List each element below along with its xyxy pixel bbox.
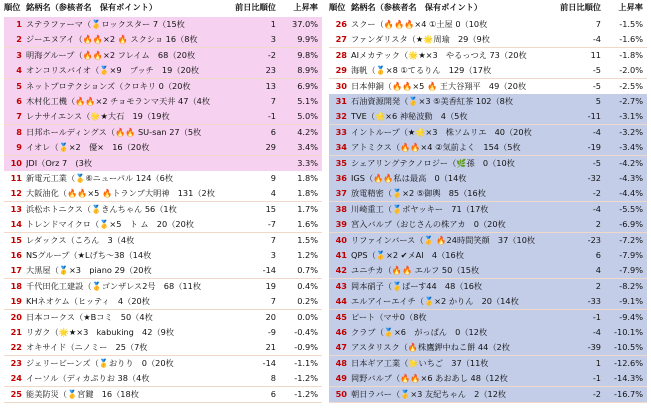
rise-rate-cell: -16.7% <box>614 388 643 399</box>
header-name: 銘柄名（参核者名 保有ポイント） <box>26 2 158 12</box>
table-row <box>4 32 322 47</box>
table-row <box>329 248 647 263</box>
table-row <box>329 217 647 232</box>
rank-cell: 38 <box>335 203 347 214</box>
rank-change-cell: 29 <box>265 142 276 153</box>
stock-name-cell: 千代田化工建設（🥇ゴンザレス2号 68（11枚 <box>26 280 202 291</box>
table-row <box>4 94 322 109</box>
rank-change-cell: -33 <box>587 296 601 307</box>
rise-rate-cell: -3.4% <box>619 142 643 153</box>
rank-change-cell: 1 <box>270 19 276 29</box>
header-rank: 順位 <box>4 2 21 12</box>
stock-name-cell: AIメカテック（🌟★×3 やるっつえ 73（20枚 <box>351 49 527 60</box>
table-row <box>329 17 647 32</box>
stock-name-cell: イオレ（🥇×2 優× 16（20枚 <box>26 142 150 153</box>
stock-name-cell: 宮入バルブ（おじさんの株アカ 0（20枚 <box>351 219 506 230</box>
table-row <box>4 310 322 325</box>
rank-cell: 20 <box>10 311 22 322</box>
rise-rate-cell: -14.3% <box>614 373 643 384</box>
rank-change-cell: 11 <box>590 49 601 60</box>
table-row <box>329 63 647 78</box>
rise-rate-cell: -6.9% <box>619 219 643 230</box>
rise-rate-cell: 37.0% <box>291 19 318 29</box>
rise-rate-cell: -4.3% <box>619 173 643 183</box>
rank-cell: 34 <box>335 142 347 153</box>
rank-change-cell: -4 <box>592 203 601 214</box>
table-row <box>329 109 647 124</box>
rank-cell: 50 <box>335 388 347 399</box>
stock-name-cell: 大阪油化（🔥🔥×5 🔥トランプ大明神 131（2枚 <box>26 188 215 199</box>
table-row <box>4 79 322 94</box>
stock-name-cell: 浜松ホトニクス（🥇きんちゃん 56（1枚 <box>26 203 177 214</box>
table-row <box>4 140 322 155</box>
stock-name-cell: ネットプロテクションズ（クロキリ 0（20枚 <box>26 80 191 91</box>
rank-cell: 30 <box>335 80 347 91</box>
rank-change-cell: -2 <box>592 188 601 199</box>
table-row <box>329 371 647 386</box>
rank-cell: 16 <box>10 250 22 260</box>
rise-rate-cell: -7.9% <box>619 265 643 276</box>
rank-cell: 33 <box>335 126 347 137</box>
rank-change-cell: 3 <box>270 34 276 45</box>
rank-cell: 37 <box>335 188 347 199</box>
header-rank: 順位 <box>329 2 346 12</box>
rank-change-cell: -4 <box>592 34 601 45</box>
rise-rate-cell: -4.4% <box>619 188 643 199</box>
rank-change-cell: 8 <box>270 373 276 384</box>
rise-rate-cell: 0.2% <box>297 296 318 307</box>
rise-rate-cell: -7.9% <box>619 250 643 260</box>
rank-cell: 47 <box>335 342 347 353</box>
table-row <box>4 109 322 124</box>
table-row <box>329 79 647 94</box>
table-row <box>4 371 322 386</box>
rank-change-cell: 15 <box>265 203 276 214</box>
rank-cell: 18 <box>10 280 22 291</box>
rank-cell: 7 <box>16 111 22 122</box>
rank-cell: 46 <box>335 327 347 337</box>
rank-cell: 27 <box>335 34 347 45</box>
stock-name-cell: 日本伸銅（🔥🔥×5 🔥 王大谷翔平 49（20枚 <box>351 80 527 91</box>
table-row <box>4 248 322 263</box>
rank-cell: 41 <box>335 250 347 260</box>
rank-cell: 31 <box>335 96 347 106</box>
rank-change-cell: -1 <box>592 311 601 322</box>
table-row <box>4 340 322 355</box>
table-row <box>329 325 647 340</box>
row-divider <box>4 402 322 403</box>
stock-name-cell: 岡野バルブ（🔥🔥×6 あおあし 48（12枚 <box>351 373 508 384</box>
rank-cell: 6 <box>16 96 22 106</box>
rank-change-cell: 19 <box>265 280 276 291</box>
table-row <box>329 387 647 402</box>
stock-name-cell: 大黒屋（🥇×3 piano 29（20枚 <box>26 265 152 276</box>
rank-change-cell: 5 <box>595 96 601 106</box>
rank-cell: 40 <box>335 234 347 245</box>
row-divider <box>329 402 647 403</box>
rank-change-cell: -23 <box>587 234 601 245</box>
rank-change-cell: -7 <box>267 219 276 230</box>
rank-change-cell: 20 <box>265 311 276 322</box>
stock-name-cell: 日邦ホールディングス（🔥🔥 SU-san 27（5枚 <box>26 126 202 137</box>
rise-rate-cell: 3.3% <box>297 157 318 168</box>
stock-name-cell: リファインバース（🥇 🔥24時間笑顔 37（10枚 <box>351 234 536 245</box>
rank-change-cell: -1 <box>592 373 601 384</box>
rank-cell: 43 <box>335 280 347 291</box>
rank-cell: 10 <box>10 157 22 168</box>
ranking-panel-left <box>4 0 322 418</box>
rise-rate-cell: 1.6% <box>297 219 318 230</box>
table-row <box>4 217 322 232</box>
rank-change-cell: 21 <box>265 342 276 353</box>
stock-name-cell: 川崎重工（🥇ポヤッキー 71（17枚 <box>351 203 489 214</box>
stock-name-cell: トレンドマイクロ（🥇×5 ト ム 20（20枚 <box>26 219 194 230</box>
stock-name-cell: エルアイーエイチ（🥇×2 かりん 20（14枚 <box>351 296 519 307</box>
rise-rate-cell: -3.1% <box>619 111 643 122</box>
rank-change-cell: 2 <box>595 219 601 230</box>
stock-name-cell: イーソル（ディカぷりお 38（4枚 <box>26 373 150 384</box>
rise-rate-cell: 6.9% <box>297 80 318 91</box>
rank-change-cell: 7 <box>595 19 601 29</box>
rank-cell: 22 <box>10 342 22 353</box>
rank-cell: 25 <box>10 388 22 399</box>
table-row <box>4 356 322 371</box>
stock-name-cell: TVE（🌟×6 神秘波動 4（5枚 <box>351 111 468 122</box>
table-row <box>4 263 322 278</box>
rank-cell: 29 <box>335 65 347 76</box>
rise-rate-cell: -2.5% <box>619 80 643 91</box>
stock-name-cell: 木村化工機（🔥🔥×2 チョモランマ天井 47（4枚 <box>26 96 211 106</box>
stock-name-cell: 新電元工業（🥇⑥ニューパル 124（6枚 <box>26 173 174 183</box>
rank-cell: 17 <box>10 265 22 276</box>
rise-rate-cell: -7.2% <box>619 234 643 245</box>
rank-change-cell: -14 <box>262 265 276 276</box>
rise-rate-cell: 5.1% <box>297 96 318 106</box>
rank-change-cell: -4 <box>592 327 601 337</box>
stock-name-cell: 明海グループ（🔥🔥×2 フレイム 68（20枚 <box>26 49 196 60</box>
rise-rate-cell: 0.0% <box>297 311 318 322</box>
rise-rate-cell: 4.2% <box>297 126 318 137</box>
stock-name-cell: ピート（マサ0（8枚 <box>351 311 427 322</box>
table-row <box>4 63 322 78</box>
ranking-panel-right <box>329 0 647 418</box>
rank-change-cell: 3 <box>270 250 276 260</box>
rank-change-cell: 2 <box>595 280 601 291</box>
rank-change-cell: 7 <box>270 234 276 245</box>
rank-cell: 12 <box>10 188 22 199</box>
rank-cell: 9 <box>16 142 22 153</box>
rank-cell: 48 <box>335 357 347 368</box>
rank-cell: 49 <box>335 373 347 384</box>
stock-name-cell: レダックス（ころん 3（4枚 <box>26 234 135 245</box>
rise-rate-cell: -5.5% <box>619 203 643 214</box>
rise-rate-cell: 8.9% <box>297 65 318 76</box>
table-row <box>4 186 322 201</box>
stock-name-cell: 朝日ラバー（🥇×3 友紀ちゃん 2（12枚 <box>351 388 507 399</box>
table-row <box>4 202 322 217</box>
rise-rate-cell: -10.5% <box>614 342 643 353</box>
rise-rate-cell: -9.4% <box>619 311 643 322</box>
rise-rate-cell: 9.9% <box>297 34 318 45</box>
rank-change-cell: -9 <box>267 327 276 337</box>
rank-cell: 4 <box>16 65 22 76</box>
table-row <box>329 32 647 47</box>
rank-change-cell: -19 <box>587 142 601 153</box>
rank-change-cell: 23 <box>265 65 276 76</box>
rank-change-cell: -5 <box>592 80 601 91</box>
rise-rate-cell: -10.1% <box>614 327 643 337</box>
rank-change-cell: 6 <box>270 388 276 399</box>
stock-name-cell: レナサイエンス（🌟★大石 19（19枚 <box>26 111 170 122</box>
rise-rate-cell: -1.8% <box>619 49 643 60</box>
rank-cell: 39 <box>335 219 347 230</box>
rise-rate-cell: -8.2% <box>619 280 643 291</box>
table-row <box>4 171 322 186</box>
rank-change-cell: -32 <box>587 173 601 183</box>
stock-name-cell: NSグループ（★Lげち〜38（14枚 <box>26 250 152 260</box>
header-rate: 上昇率 <box>293 2 318 12</box>
rise-rate-cell: 1.8% <box>297 188 318 199</box>
rank-change-cell: 7 <box>270 296 276 307</box>
rank-change-cell: -2 <box>592 388 601 399</box>
table-row <box>329 171 647 186</box>
rank-cell: 32 <box>335 111 347 122</box>
stock-name-cell: 日本コークス（★Bコミ 50（4枚 <box>26 311 153 322</box>
rise-rate-cell: 0.7% <box>297 265 318 276</box>
stock-name-cell: アトミクス（🔥🔥×4 ②気前よく 154（5枚 <box>351 142 521 153</box>
table-row <box>329 340 647 355</box>
table-row <box>329 294 647 309</box>
rise-rate-cell: -2.0% <box>619 65 643 76</box>
table-row <box>329 48 647 63</box>
rank-change-cell: -1 <box>267 111 276 122</box>
stock-name-cell: オンコリスバイオ（🥇×9 ブッチ 19（20枚 <box>26 65 200 76</box>
stock-name-cell: ジーエヌアイ（🔥🔥×2 🔥 スクショ 16（8枚 <box>26 34 198 45</box>
rise-rate-cell: -12.6% <box>614 357 643 368</box>
rank-cell: 3 <box>16 49 22 60</box>
rank-cell: 8 <box>16 126 22 137</box>
rise-rate-cell: 3.4% <box>297 142 318 153</box>
stock-name-cell: JDI（Orz 7 (3枚 <box>26 157 93 168</box>
rise-rate-cell: 1.8% <box>297 173 318 183</box>
rise-rate-cell: 9.8% <box>297 49 318 60</box>
rank-change-cell: 4 <box>595 265 601 276</box>
stock-name-cell: シェアリングテクノロジー（🌿孫 0（10枚 <box>351 157 515 168</box>
rank-change-cell: -5 <box>592 65 601 76</box>
table-row <box>329 140 647 155</box>
rise-rate-cell: -1.2% <box>294 388 318 399</box>
table-row <box>329 186 647 201</box>
table-row <box>329 94 647 109</box>
table-row <box>4 17 322 32</box>
stock-name-cell: アスタリスク（🔥株鷹鉀中ねこ餅 44（2枚 <box>351 342 510 353</box>
rise-rate-cell: 1.7% <box>297 203 318 214</box>
rise-rate-cell: -3.2% <box>619 126 643 137</box>
stock-name-cell: IGS（🔥🔥私は最高 0（14枚 <box>351 173 467 183</box>
rank-cell: 19 <box>10 296 22 307</box>
stock-name-cell: クラブ（🥇×6 がっぱん 0（12枚 <box>351 327 488 337</box>
rise-rate-cell: -1.1% <box>294 357 318 368</box>
stock-name-cell: 石油資源開発（🥇×3 ⑤美香紅茶 102（8枚 <box>351 96 514 106</box>
rank-cell: 15 <box>10 234 22 245</box>
stock-name-cell: ユニチカ（🔥🔥 エルフ 50（15枚 <box>351 265 480 276</box>
stock-name-cell: 海帆（🥇×8 ①てるりん 129（17枚 <box>351 65 492 76</box>
rank-cell: 5 <box>16 80 22 91</box>
rank-cell: 26 <box>335 19 347 29</box>
table-row <box>329 279 647 294</box>
rank-change-cell: 13 <box>265 80 276 91</box>
rise-rate-cell: -1.2% <box>294 373 318 384</box>
table-header <box>4 0 322 15</box>
rise-rate-cell: -1.6% <box>619 34 643 45</box>
rise-rate-cell: -9.1% <box>619 296 643 307</box>
table-row <box>4 48 322 63</box>
stock-name-cell: QPS（🥇×2 ✔メAI 4（16枚 <box>351 250 464 260</box>
stock-name-cell: オキサイド（ニノミー 25（7枚 <box>26 342 148 353</box>
rank-change-cell: 1 <box>595 357 601 368</box>
stock-name-cell: リガク（🌟★×3 kabuking 42（9枚 <box>26 327 175 337</box>
rise-rate-cell: -1.5% <box>619 19 643 29</box>
table-row <box>4 233 322 248</box>
stock-name-cell: ファンダリスタ（★🌟周瑜 29（9枚 <box>351 34 490 45</box>
rank-cell: 42 <box>335 265 347 276</box>
header-rate: 上昇率 <box>618 2 643 12</box>
rank-change-cell: -14 <box>262 357 276 368</box>
stock-name-cell: 岡本硝子（🥇ぱーす44 48（16枚 <box>351 280 483 291</box>
table-row <box>4 387 322 402</box>
table-row <box>4 279 322 294</box>
rank-cell: 24 <box>10 373 22 384</box>
rank-cell: 28 <box>335 49 347 60</box>
stock-name-cell: 日本ギア工業（🌟いちご 37（11枚 <box>351 357 489 368</box>
stock-name-cell: ジェリービーンズ（🥇おりり 0（20枚 <box>26 357 174 368</box>
rank-change-cell: 7 <box>270 96 276 106</box>
rank-change-cell: 9 <box>270 173 276 183</box>
stock-name-cell: ステラファーマ（🥇ロックスター 7（15枚 <box>26 19 185 29</box>
stock-name-cell: イントループ（★🌟×3 株ソムリエ 40（20枚 <box>351 126 532 137</box>
rise-rate-cell: -0.4% <box>294 327 318 337</box>
rank-change-cell: -4 <box>592 126 601 137</box>
table-row <box>329 233 647 248</box>
rank-change-cell: -5 <box>592 157 601 168</box>
rank-cell: 23 <box>10 357 22 368</box>
table-row <box>329 202 647 217</box>
rank-cell: 45 <box>335 311 347 322</box>
rise-rate-cell: -2.7% <box>619 96 643 106</box>
rank-change-cell: -11 <box>587 111 601 122</box>
stock-name-cell: スクー（🔥🔥🔥×4 ①土屋 0（10枚 <box>351 19 488 29</box>
table-row <box>329 263 647 278</box>
table-row <box>329 310 647 325</box>
rank-cell: 21 <box>10 327 22 337</box>
rise-rate-cell: 0.4% <box>297 280 318 291</box>
rank-change-cell: 4 <box>270 188 276 199</box>
rank-cell: 13 <box>10 203 22 214</box>
rank-change-cell: -39 <box>587 342 601 353</box>
rank-cell: 2 <box>16 34 22 45</box>
rank-cell: 14 <box>10 219 22 230</box>
rise-rate-cell: -0.9% <box>294 342 318 353</box>
header-change: 前日比順位 <box>235 2 276 12</box>
header-name: 銘柄名（参核者名 保有ポイント） <box>351 2 483 12</box>
rise-rate-cell: -4.2% <box>619 157 643 168</box>
rank-cell: 11 <box>10 173 22 183</box>
rank-change-cell: 6 <box>595 250 601 260</box>
rank-cell: 1 <box>16 19 22 29</box>
rise-rate-cell: 1.5% <box>297 234 318 245</box>
table-row <box>329 125 647 140</box>
stock-name-cell: 放電精密（🥇×2 ⑤御輿 85（16枚 <box>351 188 486 199</box>
rank-cell: 35 <box>335 157 347 168</box>
rise-rate-cell: 5.0% <box>297 111 318 122</box>
table-row <box>4 294 322 309</box>
rise-rate-cell: 1.2% <box>297 250 318 260</box>
stock-name-cell: 能美防災（🥇宮鍵 16（18枚 <box>26 388 139 399</box>
rank-change-cell: 6 <box>270 126 276 137</box>
rank-cell: 44 <box>335 296 347 307</box>
stock-name-cell: KHネオケム（ヒッティ 4（20枚 <box>26 296 150 307</box>
table-row <box>329 156 647 171</box>
table-row <box>4 325 322 340</box>
table-row <box>4 156 322 171</box>
table-header <box>329 0 647 15</box>
rank-change-cell: -2 <box>267 49 276 60</box>
header-change: 前日比順位 <box>560 2 601 12</box>
table-row <box>329 356 647 371</box>
table-row <box>4 125 322 140</box>
rank-cell: 36 <box>335 173 347 183</box>
